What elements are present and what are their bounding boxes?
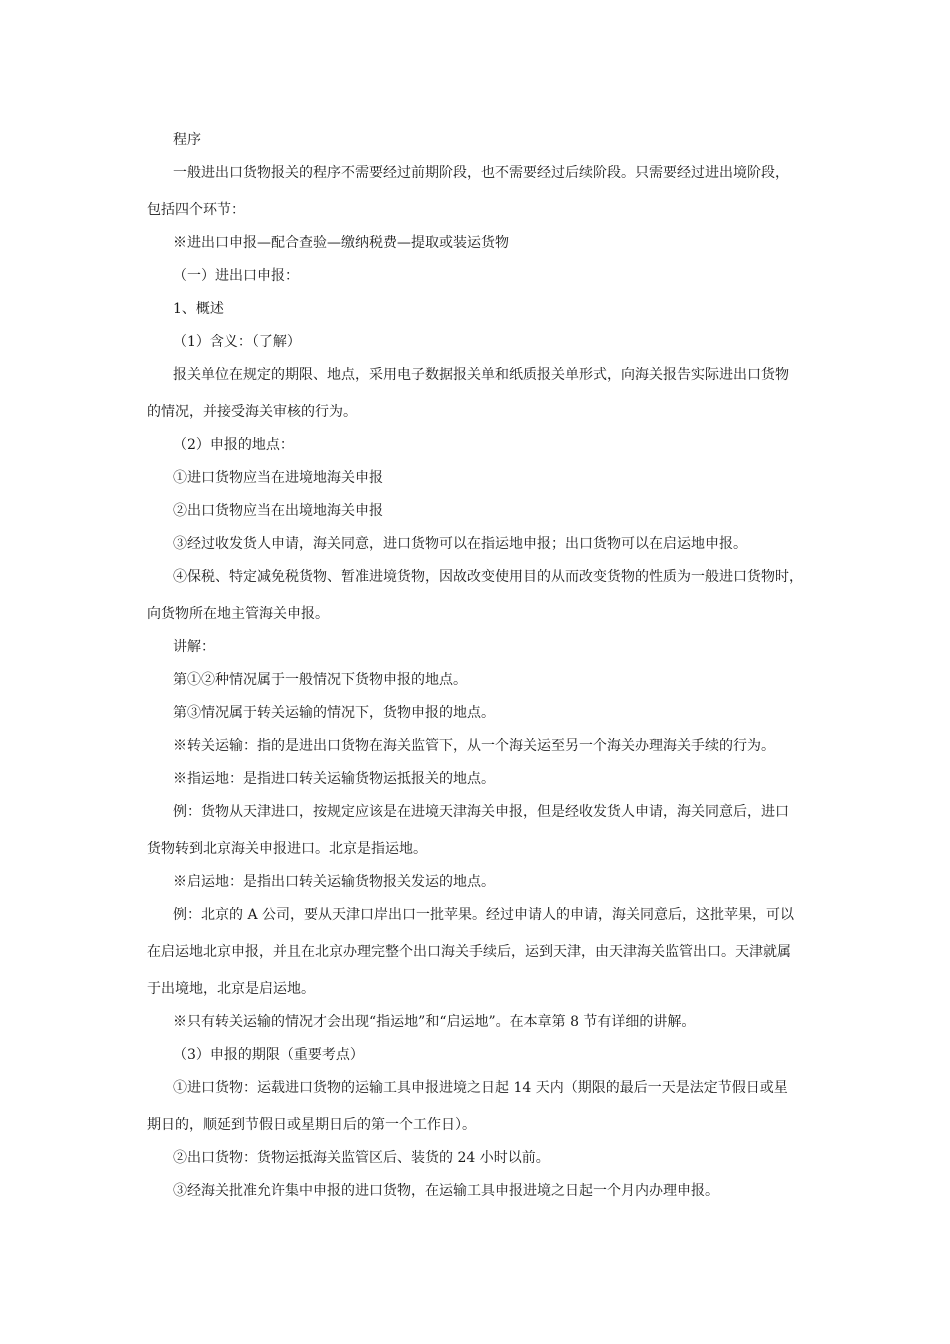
- subheading: 1、概述: [173, 301, 224, 317]
- list-item: ①进口货物：运载进口货物的运输工具申报进境之日起 14 天内（期限的最后一天是法定节假日或星: [173, 1080, 788, 1096]
- paragraph-line: 一般进出口货物报关的程序不需要经过前期阶段，也不需要经过后续阶段。只需要经过进出境阶段，: [173, 165, 789, 181]
- paragraph-line: ※启运地：是指出口转关运输货物报关发运的地点。: [173, 874, 495, 890]
- paragraph-line: 例：货物从天津进口，按规定应该是在进境天津海关申报，但是经收发货人申请，海关同意后，进口: [173, 804, 789, 820]
- paragraph-line: 报关单位在规定的期限、地点，采用电子数据报关单和纸质报关单形式，向海关报告实际进出口货物: [173, 367, 789, 383]
- subheading: （一）进出口申报：: [173, 268, 299, 284]
- paragraph-line: 第③情况属于转关运输的情况下，货物申报的地点。: [173, 705, 495, 721]
- list-item: ③经海关批准允许集中申报的进口货物，在运输工具申报进境之日起一个月内办理申报。: [173, 1183, 719, 1199]
- paragraph-line: 的情况，并接受海关审核的行为。: [147, 404, 357, 420]
- paragraph-line: 例：北京的 A 公司，要从天津口岸出口一批苹果。经过申请人的申请，海关同意后，这批苹果，可以: [173, 907, 795, 923]
- subheading: 讲解：: [173, 639, 215, 655]
- section-title: 程序: [173, 132, 201, 148]
- paragraph-line: 包括四个环节：: [147, 202, 245, 218]
- list-item: ④保税、特定减免税货物、暂准进境货物，因故改变使用目的从而改变货物的性质为一般进口货物时，: [173, 569, 803, 585]
- paragraph-line: ※进出口申报—配合查验—缴纳税费—提取或装运货物: [173, 235, 509, 251]
- list-item: ①进口货物应当在进境地海关申报: [173, 470, 383, 486]
- paragraph-line: ※转关运输：指的是进出口货物在海关监管下，从一个海关运至另一个海关办理海关手续的行为。: [173, 738, 775, 754]
- list-item: ②出口货物应当在出境地海关申报: [173, 503, 383, 519]
- paragraph-line: 向货物所在地主管海关申报。: [147, 606, 329, 622]
- subheading: （1）含义：（了解）: [173, 334, 301, 350]
- paragraph-line: 货物转到北京海关申报进口。北京是指运地。: [147, 841, 427, 857]
- list-item: ②出口货物：货物运抵海关监管区后、装货的 24 小时以前。: [173, 1150, 550, 1166]
- paragraph-line: 于出境地，北京是启运地。: [147, 981, 315, 997]
- paragraph-line: ※指运地：是指进口转关运输货物运抵报关的地点。: [173, 771, 495, 787]
- subheading: （3）申报的期限（重要考点）: [173, 1047, 364, 1063]
- paragraph-line: 第①②种情况属于一般情况下货物申报的地点。: [173, 672, 467, 688]
- paragraph-line: 期日的，顺延到节假日或星期日后的第一个工作日）。: [147, 1117, 476, 1133]
- paragraph-line: ※只有转关运输的情况才会出现“指运地”和“启运地”。在本章第 8 节有详细的讲解。: [173, 1014, 696, 1030]
- list-item: ③经过收发货人申请，海关同意，进口货物可以在指运地申报；出口货物可以在启运地申报。: [173, 536, 747, 552]
- paragraph-line: 在启运地北京申报，并且在北京办理完整个出口海关手续后，运到天津，由天津海关监管出口。天津就属: [147, 944, 791, 960]
- subheading: （2）申报的地点：: [173, 437, 294, 453]
